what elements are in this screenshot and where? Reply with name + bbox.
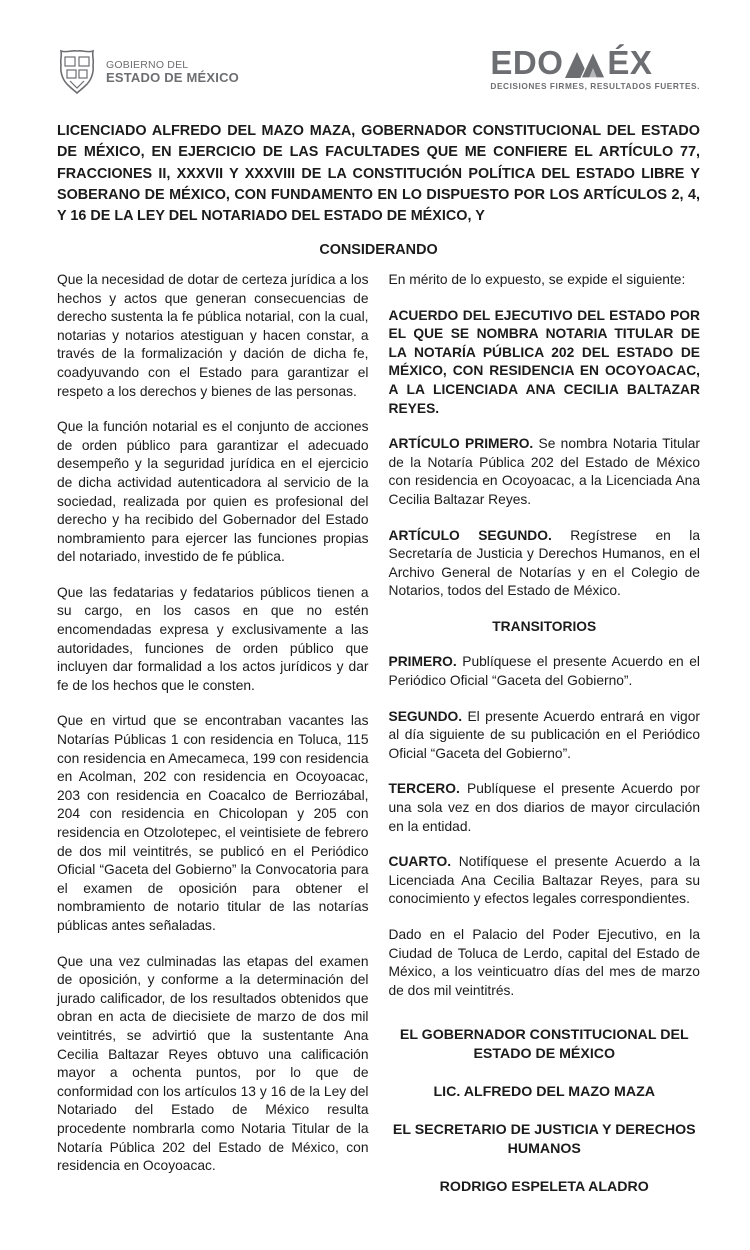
closing-paragraph: Dado en el Palacio del Poder Ejecutivo, en la Ciudad de Toluca de Lerdo, capital del Estado de México, a los veinticuatro días del mes de marzo de dos mil veintitrés.: [388, 927, 700, 998]
edomex-logo: [490, 44, 700, 91]
transitorio-segundo-text: El presente Acuerdo entrará en vigor al día siguiente de su publicación en el Periódico Oficial “Gaceta del Gobierno”.: [388, 708, 700, 761]
transitorio-primero-label: PRIMERO.: [388, 654, 457, 670]
signature-block: [389, 1026, 701, 1197]
edomex-mountains-icon: [564, 50, 606, 78]
left-column: [57, 271, 369, 1216]
preamble-paragraph: LICENCIADO ALFREDO DEL MAZO MAZA, GOBERNADOR CONSTITUCIONAL DEL ESTADO DE MÉXICO, EN EJERCICIO DE LAS FACULTADES QUE ME CONFIERE EL ARTÍCULO 77, FRACCIONES II, XXXVII Y XXXVIII DE LA CONSTITUCIÓN POLÍTICA DEL ESTADO LIBRE Y SOBERANO DE MÉXICO, CON FUNDAMENTO EN LO DISPUESTO POR LOS ARTÍCULOS 2, 4, Y 16 DE LA LEY DEL NOTARIADO DEL ESTADO DE MÉXICO, Y: [57, 123, 700, 225]
transitorio-segundo-label: SEGUNDO.: [388, 708, 463, 724]
considerando-paragraph: Que en virtud que se encontraban vacantes las Notarías Públicas 1 con residencia en Toluca, 115 con residencia en Amecameca, 199 con residencia en Acolman, 202 con residencia en Ocoyoacac, 203 con residencia en Coacalco de Berriozábal, 204 con residencia en Chicolopan y 205 con residencia en Otzolotepec, el veintisiete de febrero de dos mil veintitrés, se publicó en el Periódico Oficial “Gaceta del Gobierno” la Convocatoria para el examen de oposición para obtener el nombramiento de notario titular de las notarías públicas antes señaladas.: [57, 713, 369, 933]
signature-title-secretary: EL SECRETARIO DE JUSTICIA Y DERECHOS HUMANOS: [392, 1122, 696, 1158]
gov-logo-line2: ESTADO DE MÉXICO: [106, 69, 239, 85]
considerando-heading: CONSIDERANDO: [319, 242, 438, 259]
transitorio-primero-text: Publíquese el presente Acuerdo en el Periódico Oficial “Gaceta del Gobierno”.: [388, 654, 700, 689]
articulo-primero: [389, 435, 701, 509]
signature-title-governor: EL GOBERNADOR CONSTITUCIONAL DEL ESTADO DE MÉXICO: [399, 1027, 689, 1063]
articulo-segundo-text: Regístrese en la Secretaría de Justicia y Derechos Humanos, en el Archivo General de Notarías y en el Colegio de Notarios, todos del Estado de México.: [388, 527, 701, 599]
articulo-segundo-label: ARTÍCULO SEGUNDO.: [388, 527, 552, 543]
estado-de-mexico-crest-icon: [57, 48, 97, 95]
transitorio-cuarto: [389, 853, 701, 909]
acuerdo-title: ACUERDO DEL EJECUTIVO DEL ESTADO POR EL QUE SE NOMBRA NOTARIA TITULAR DE LA NOTARÍA PÚBLICA 202 DEL ESTADO DE MÉXICO, CON RESIDENCIA EN OCOYOACAC, A LA LICENCIADA ANA CECILIA BALTAZAR REYES.: [388, 307, 700, 416]
transitorio-segundo: [389, 708, 701, 764]
two-column-body: [57, 271, 700, 1216]
transitorio-tercero-text: Publíquese el presente Acuerdo por una sola vez en dos diarios de mayor circulación en la entidad.: [388, 781, 700, 834]
transitorio-cuarto-label: CUARTO.: [388, 854, 452, 870]
signature-name-governor: LIC. ALFREDO DEL MAZO MAZA: [433, 1084, 655, 1101]
transitorios-heading: TRANSITORIOS: [492, 618, 597, 634]
gobierno-estado-mexico-logo: [57, 48, 239, 95]
right-column: [389, 271, 701, 1216]
transitorio-cuarto-text: Notifíquese el presente Acuerdo a la Licenciada Ana Cecilia Baltazar Reyes, para su conocimiento y efectos legales correspondientes.: [388, 854, 700, 907]
articulo-segundo: [389, 527, 701, 601]
articulo-primero-text: Se nombra Notaria Titular de la Notaría Pública 202 del Estado de México con residencia en Ocoyoacac, a la Licenciada Ana Cecilia Baltazar Reyes.: [388, 436, 700, 507]
transitorio-tercero: [389, 780, 701, 836]
considerando-paragraph: Que las fedatarias y fedatarios públicos tienen a su cargo, en los casos en que no estén encomendadas expresa y exclusivamente a las autoridades, funciones de orden público que incluyen dar formalidad a los actos jurídicos y dar fe de los hechos que le consten.: [57, 584, 369, 693]
document-header: [57, 44, 700, 95]
edomex-wordmark-prefix: EDO: [490, 44, 564, 81]
expedition-intro: En mérito de lo expuesto, se expide el siguiente:: [388, 271, 686, 287]
considerando-paragraph: Que una vez culminadas las etapas del examen de oposición, y conforme a la determinación del jurado calificador, de los resultados obtenidos que obran en acta de diecisiete de marzo de dos mil veintitrés, se advirtió que la sustentante Ana Cecilia Baltazar Reyes obtuvo una calificación mayor a ochenta puntos, por lo que de conformidad con los artículos 13 y 16 de la Ley del Notariado del Estado de México resulta procedente nombrarla como Notaria Titular de la Notaría Pública 202 del Estado de México, con residencia en Ocoyoacac.: [57, 953, 369, 1174]
edomex-tagline: DECISIONES FIRMES, RESULTADOS FUERTES.: [490, 81, 700, 91]
considerando-paragraph: Que la función notarial es el conjunto de acciones de orden público para garantizar el adecuado desempeño y la seguridad jurídica en el ejercicio de dicha actividad autenticadora al servicio de la sociedad, realizada por quien es profesional del derecho y ha recibido del Gobernador del Estado nombramiento para ejercer las funciones propias del notariado, investido de fe pública.: [57, 419, 369, 565]
signature-name-secretary: RODRIGO ESPELETA ALADRO: [439, 1179, 649, 1196]
edomex-wordmark: [490, 44, 700, 81]
transitorio-tercero-label: TERCERO.: [388, 781, 460, 797]
transitorio-primero: [389, 653, 701, 690]
gov-logo-text: [106, 59, 239, 85]
gov-logo-line1: GOBIERNO DEL: [106, 58, 189, 71]
edomex-wordmark-suffix: ÉX: [607, 44, 653, 81]
considerando-paragraph: Que la necesidad de dotar de certeza jurídica a los hechos y actos que generan consecuencias de derecho sustenta la fe pública notarial, con la cual, notarias y notarios atestiguan y hacen constar, a través de la formalización y dación de dicha fe, coadyuvando con el Estado para garantizar el respeto a los derechos y bienes de las personas.: [57, 271, 369, 399]
articulo-primero-label: ARTÍCULO PRIMERO.: [388, 436, 534, 452]
